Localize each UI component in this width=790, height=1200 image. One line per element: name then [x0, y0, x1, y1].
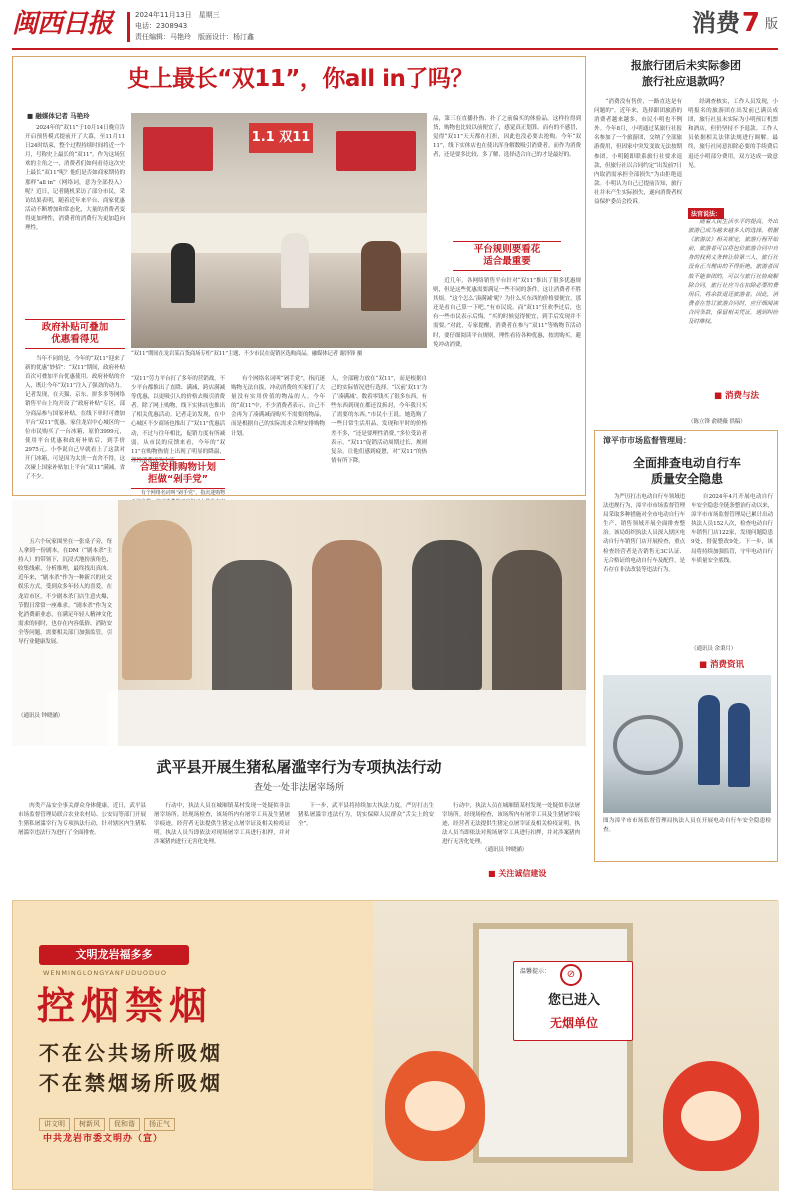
lead-col5: 品，第三在直播扑热、扑了之前偏买的体验品，这样拉得到货，购物也比较以前便宜了，感觉真正划算。而有的不感冒，觉得“双11”天天都在打折，因此也没必要去抢购。今年“双11”，线下实体店也在使出浑身解数吸引消费者。而作为消费者，还是要多比较、多了解，选择适合自己的才是最好的。	[433, 116, 581, 159]
integrity-stamp	[488, 868, 546, 880]
mascot-left	[385, 1051, 485, 1161]
travel-headline: 报旅行团后未实际参团 旅行社应退款吗？	[631, 59, 741, 88]
consumer-news-icon: ■	[699, 660, 710, 670]
ebike-photo	[603, 675, 771, 813]
shop-sign-right	[336, 131, 416, 171]
elevator-door	[473, 923, 633, 1163]
ad-pinyin: WENMINGLONGYANFUDUODUO	[43, 969, 167, 977]
ad-chip-4: 扬正气	[144, 1118, 175, 1131]
shopper-figure-1	[171, 243, 195, 303]
travel-col1: “消费没有售价，一路直达是有问题的”。近年来，选择跟团旅游的消费者越来越多，市民小明也不例外。今年8月，小明通过某旅行社报名参加了一个旅游团，交纳了全部旅游费用，但因家中突发变故无法按期参团。小明随即联系旅行社要求退款，但旅行社以合同约定“出发前7日内取消需承担全部损失”为由拒绝退款。小明认为自己已提前告知，旅行社并未产生实际损失，遂向消费者权益保护委员会投诉。	[594, 99, 682, 206]
consumer-news-stamp	[699, 659, 744, 671]
ad-headline: 控烟禁烟	[37, 984, 214, 1028]
lead-story	[12, 56, 586, 496]
inspector-figure-2	[728, 703, 750, 787]
script-game-caption: 五六个玩家围坐在一张桌子旁，每人拿到一份剧本，在DM（“剧本杀”主持人）的带领下，沉浸式地扮演角色，收集线索、分析推理，最终找出真凶。近年来，“剧本杀”作为一种新兴的社交娱乐方式，受到众多年轻人的喜爱。在龙岩市区，不少剧本杀门店生意火爆，节假日常常一座难求。“剧本杀”作为文化消费新业态，在满足年轻人精神文化需求的同时，也存在内容低俗、消防安全等问题，需要相关部门加强监管，引导行业健康发展。	[18, 539, 112, 646]
masthead-editors: 责任编辑：马艳玲 版面设计：杨汀鑫	[135, 33, 254, 41]
ebike-wheel	[613, 715, 683, 775]
mascot-right	[663, 1061, 759, 1171]
ad-tag: 文明龙岩福多多	[39, 945, 189, 965]
player-figure-4	[412, 540, 482, 690]
shopper-figure-2	[281, 233, 309, 308]
shop-sign-left	[143, 127, 213, 171]
player-figure-3	[312, 540, 382, 690]
lead-col3: 人，全部精力放在“双11”，而是根据自己的实际情况进行选择。“以前‘双11’为了‘凑满减’，数着零钱买了很多东西，有些东西到现在都还没拆封，今年我只买了需要的东西。”市民小王说。她选购了一些日常生活用品，发现和平时的价格差不多，“还是要理性消费。”多位受访者表示，“双11”促销活动周期过长、规则复杂，让他们感到疲惫，对“双11”的热情有所下降。	[331, 376, 427, 464]
law-stamp-text: 消费与法	[725, 391, 760, 401]
masthead-date: 2024年11月13日 星期三	[135, 11, 220, 19]
ebike-col2: 自2024年4月开展电动自行车安全隐患全链条整治行动以来，漳平市市场监督管理局已累计出动执法人员152人次，检查电动自行车销售门店122家，发现问题隐患9处，督促整改9处。下一步，该局将持续加强监管，守牢电动自行车质量安全底线。	[691, 494, 773, 564]
lead-headline: 史上最长“双11”，你all in了吗？	[127, 66, 473, 92]
ad-line-1: 不在公共场所吸烟	[39, 1041, 223, 1065]
lead-subhead-2	[131, 457, 225, 493]
masthead	[12, 4, 778, 52]
pig-col1: 肉类产品安全事关群众身体健康，近日，武平县市场监督管理局联合农业农村局、公安局等部门开展生猪私屠滥宰行为专项执法行动，针对辖区内生猪私屠滥宰违法行为进行了全面排查。	[18, 803, 146, 837]
lead-col1b: 当年不同的是，今年的“双11”迎来了新的优惠“妙招”：“双11”期间，政府补贴首次可叠加平台优惠使用。政府补贴的介入，既让今年“双11”注入了强劲的动力。记者发现，在天猫、京东、拼多多等网络销售平台上均开设了“政府补贴”专区，部分商品参与国家补贴，在线下单时可叠加平台“双11”优惠。家住龙岩中心城区的一位市民购买了一台冰箱，原价3999元，使用平台优惠和政府补贴后，到手价2975元。小李说自己早就看上了这款对开门冰箱，可是因为太贵一直舍不得，这次碰上国家补贴加上平台“双11”满减，省了不少。	[25, 356, 125, 481]
lead-photo	[131, 113, 427, 348]
integrity-stamp-icon: ■	[488, 869, 499, 878]
no-smoking-icon: ⊘	[560, 964, 582, 986]
ebike-headline: 全面排查电动自行车 质量安全隐患	[632, 456, 741, 486]
game-table	[108, 690, 586, 746]
newspaper-logo: 闽西日报	[12, 9, 113, 39]
ad-line-2: 不在禁烟场所吸烟	[39, 1071, 223, 1095]
mid-section	[12, 500, 586, 892]
pig-col3: 下一步，武平县将持续加大执法力度，严厉打击生猪私屠滥宰违法行为，切实保障人民群众“舌尖上的安全”。	[298, 803, 434, 828]
masthead-rule	[12, 48, 778, 50]
lead-subhead-3	[453, 239, 561, 275]
script-game-credit: （通讯员 钟晓涵）	[18, 713, 64, 719]
ad-chip-3: 促和谐	[109, 1118, 140, 1131]
lead-photo-caption: “双11”期间在龙岩某百货商场专柜“双11”主题，不少市民在促销区选购商品。融媒体记者 谢泽锋 摄	[131, 351, 363, 357]
shop-sign-center: 1.1 双11	[249, 123, 313, 153]
pig-subheadline: 查处一处非法屠宰场所	[253, 783, 344, 793]
no-smoking-sign	[513, 961, 633, 1041]
lead-subhead-1-text: 政府补贴可叠加 优惠看得见	[25, 319, 125, 349]
pig-col2: 行动中，执法人员在城厢镇某村发现一处疑似非法屠宰场所。经现场检查，该场所内有屠宰工具及生猪屠宰痕迹，经营者无法提供生猪定点屠宰证及相关检疫证明。执法人员当即依法对现场屠宰工具进行扣押，并对涉案猪肉进行无害化处理。	[154, 803, 290, 846]
shopper-figure-3	[361, 241, 401, 311]
sign-small: 温馨提示：	[520, 968, 551, 975]
lead-col2: “双11”劳力平台打了多年的营销战，不少平台都推出了直降、满减、跨店满减等优惠，以更吸引人的价格去吸引消费者。除了网上购物，线下实体店也推出了相关优惠活动。记者走访发现，在中心城区不少商场也推出了“双11”优惠活动，不过与往年相比，促销力度有所减弱。从市民的反馈来看，今年的“双11”在购物热情上出现了明显的降温，理性消费成为主流。	[131, 376, 225, 464]
page-unit: 版	[764, 17, 778, 32]
lead-col2c: 有个网络名词叫“剁手党”，指沉迷购物无法自拔，冲动消费的买家们了大量没有实用价值的物品的人。今年的“双11”中，不少消费者表示，自己不会再为了凑满减而购买不需要的物品，而是根据自己的实际需求合理安排购物计划。	[231, 376, 325, 437]
ebike-caption: 图为漳平市市场监督管理局执法人员在开展电动自行车安全隐患检查。	[603, 818, 771, 834]
tip-label: 法官说法：	[688, 208, 724, 219]
section-title: 消费	[692, 9, 740, 37]
mascot-right-face	[681, 1091, 741, 1141]
player-figure-2	[212, 560, 292, 700]
travel-story	[594, 56, 778, 436]
player-figure-5	[492, 550, 562, 700]
player-figure-1	[122, 520, 192, 680]
law-stamp	[714, 390, 759, 402]
integrity-stamp-text: 关注诚信建设	[498, 869, 547, 878]
ad-chip-2: 树新风	[74, 1118, 105, 1131]
lead-subhead-3-text: 平台规则要看花 适合最重要	[453, 241, 561, 271]
photo-caption-panel	[12, 500, 118, 746]
anti-smoking-ad	[12, 900, 778, 1190]
ad-chip-1: 讲文明	[39, 1118, 70, 1131]
ad-chips	[39, 1111, 239, 1128]
masthead-divider	[127, 12, 130, 42]
ebike-col1: 为严厉打击电动自行车领域违法违规行为，漳平市市场监督管理局采取多种措施对全市电动自行车生产、销售领域开展全面排查整治。该局组织执法人员深入辖区电动自行车销售门店开展检查，重点检查经营者是否销售无3C认证、无合格证的电动自行车及配件，是否存在非法改装等违法行为。	[603, 494, 685, 573]
ad-footer: 中共龙岩市委文明办（宣）	[43, 1134, 164, 1144]
ad-illustration	[373, 901, 779, 1191]
ebike-credit: （通讯员 余秉月）	[691, 646, 737, 652]
lead-col2b: 有个网络名词叫“剁手党”，指沉迷购物	[140, 490, 225, 496]
sign-sub: 无烟单位	[549, 1016, 598, 1030]
pig-headline: 武平县开展生猪私屠滥宰行为专项执法行动	[156, 758, 442, 776]
mascot-left-face	[405, 1081, 465, 1131]
lead-subhead-1	[25, 317, 125, 353]
travel-tip: 随着人民生活水平的提高，外出旅游已成为越来越多人的选择。根据《旅游法》相关规定，旅游行程开始前，旅游者可以将包价旅游合同中自身的权利义务转让给第三人，旅行社没有正当理由的不得拒绝。旅游者因故不能参团的，可以与旅行社协商解除合同，旅行社应当在扣除必要的费用后，将余款退还旅游者。因此，消费者在签订旅游合同时，应仔细阅读合同条款，保留相关凭证，遇到纠纷及时维权。	[688, 219, 778, 326]
ebike-story	[594, 430, 778, 862]
consumer-news-text: 消费资讯	[710, 660, 745, 670]
masthead-phone: 电话：2308943	[135, 22, 188, 30]
inspector-figure-1	[698, 695, 720, 785]
sign-main: 您已进入	[547, 993, 600, 1008]
law-stamp-icon: ■	[714, 391, 725, 401]
pig-credit: （通讯员 钟晓涵）	[482, 847, 528, 853]
lead-col1: 2024年的“双11”于10月14日晚宣告开启预售模式提前开了大幕，至11月11日24时结束，整个过程持续时间将近一个月，号称史上最长的“双11”。作为这场狂欢的主角之一，消费者们如何看待这次史上最长“双11”呢？他们是否如商家期待的那样“all in”（网络词，意为全部投入）呢？近日，记者随机采访了部分市民，采访结果表明，随着近年来平台、商家优惠活动不断增加和常态化，大量的消费者变得更加理性，消费者的消费行为更加趋向理性。	[25, 125, 125, 232]
ebike-kicker: 漳平市市场监督管理局：	[603, 436, 691, 445]
pig-col4: 行动中，执法人员在城厢镇某村发现一处疑似非法屠宰场所。经现场检查，该场所内有屠宰工具及生猪屠宰痕迹，经营者无法提供生猪定点屠宰证及相关检疫证明。执法人员当即依法对现场屠宰工具进行扣押，并对涉案猪肉进行无害化处理。	[442, 803, 580, 846]
travel-credit: （陈立锋 俞晓薇 供稿）	[688, 419, 746, 425]
lead-byline: ■ 融媒体记者 马艳玲	[27, 112, 90, 120]
page-number: 7	[741, 8, 760, 38]
travel-col2: 经调查核实，工作人员发现，小明报名的旅游团在出发前已满员成团，旅行社虽未实际为小明预订机票和酒店，但仍坚持不予退款。工作人员依据相关法律法规进行调解。最终，旅行社同意扣除必要的手续费后退还小明部分费用，双方达成一致意见。	[688, 99, 778, 169]
lead-col4: 近几年，各网络销售平台针对“双11”推出了很多优惠规则，但是这些优惠需要满足一些不同的条件，这让消费者不胜其烦。“这个怎么‘凑满减’呢？为什么买东西的价格要便宜，那还是看自己算一下吧。”有市民说。而“双11”狂欢季过后，也有一些市民表示后悔，“买的时候觉得便宜，到手后发现并不需要。”对此，专家提醒，消费者在参与“双11”等购物节活动时，要仔细阅读平台规则，理性看待各种优惠，按需购买，避免冲动消费。	[433, 278, 581, 348]
lead-subhead-2-text: 合理安排购物计划 拒做“剁手党”	[131, 459, 225, 489]
